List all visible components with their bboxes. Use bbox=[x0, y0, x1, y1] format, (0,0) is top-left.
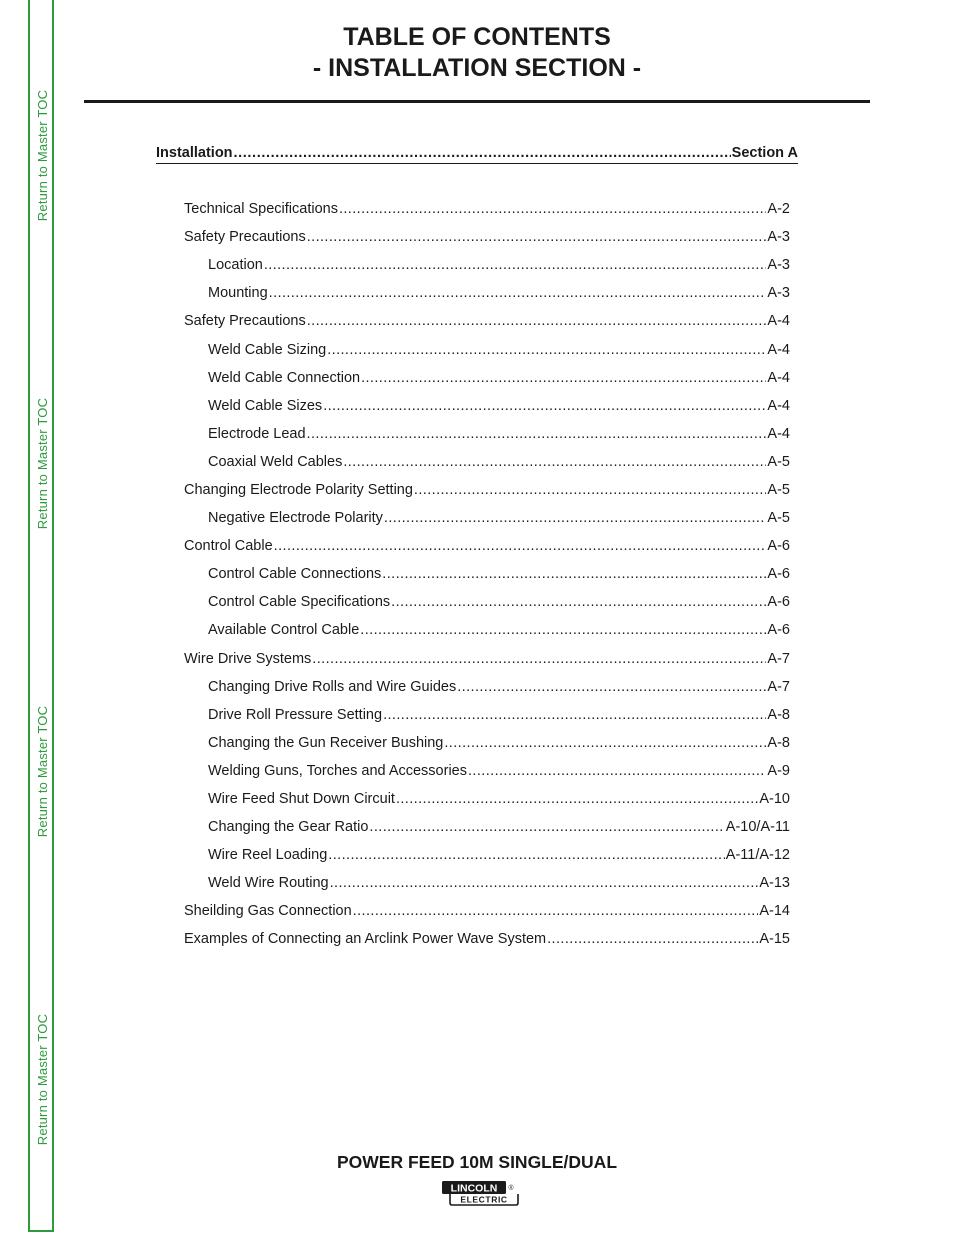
toc-entry-page: A-6 bbox=[767, 566, 790, 583]
dot-leader bbox=[343, 454, 766, 470]
toc-entry[interactable] bbox=[184, 560, 790, 588]
lincoln-electric-logo bbox=[440, 1179, 520, 1207]
toc-entry-page: A-14 bbox=[759, 903, 790, 920]
toc-entry-label: Control Cable bbox=[184, 538, 273, 555]
toc-entry[interactable] bbox=[184, 588, 790, 616]
toc-entry-label: Weld Wire Routing bbox=[208, 875, 329, 892]
toc-entry[interactable] bbox=[184, 645, 790, 673]
toc-entry-page: A-11/A-12 bbox=[725, 847, 790, 864]
toc-entry[interactable] bbox=[184, 279, 790, 307]
toc-entry-page: A-5 bbox=[767, 453, 790, 470]
toc-entry-label: Coaxial Weld Cables bbox=[208, 453, 343, 470]
toc-entry-page: A-8 bbox=[767, 734, 790, 751]
toc-entry-page: A-3 bbox=[767, 229, 790, 246]
toc-entry[interactable] bbox=[184, 392, 790, 420]
toc-entry[interactable] bbox=[184, 251, 790, 279]
dot-leader bbox=[396, 791, 758, 807]
dot-leader bbox=[360, 622, 766, 638]
dot-leader bbox=[323, 398, 766, 414]
toc-entry-page: A-6 bbox=[767, 594, 790, 611]
dot-leader bbox=[327, 342, 766, 358]
dot-leader bbox=[414, 482, 767, 498]
toc-entry-page: A-9 bbox=[767, 762, 790, 779]
toc-entry-label: Wire Drive Systems bbox=[184, 650, 312, 667]
toc-entry-page: A-4 bbox=[767, 313, 790, 330]
toc-list bbox=[184, 195, 790, 954]
toc-entry-page: A-8 bbox=[767, 706, 790, 723]
toc-entry-page: A-3 bbox=[767, 257, 790, 274]
toc-entry-page: A-3 bbox=[767, 285, 790, 302]
dot-leader bbox=[547, 931, 758, 947]
toc-entry-label: Wire Feed Shut Down Circuit bbox=[208, 791, 395, 808]
dot-leader bbox=[361, 370, 766, 386]
title-line-1: TABLE OF CONTENTS bbox=[343, 23, 611, 51]
toc-entry-label: Control Cable Connections bbox=[208, 566, 382, 583]
toc-entry-page: A-10 bbox=[759, 791, 790, 808]
toc-entry-page: A-5 bbox=[767, 510, 790, 527]
toc-entry-label: Examples of Connecting an Arclink Power Wave System bbox=[184, 931, 547, 948]
return-to-master-toc-link[interactable] bbox=[30, 383, 56, 543]
dot-leader bbox=[307, 313, 767, 329]
toc-entry[interactable] bbox=[184, 307, 790, 335]
dot-leader bbox=[384, 510, 767, 526]
title-divider bbox=[84, 100, 870, 103]
return-to-master-toc-link[interactable] bbox=[30, 691, 56, 851]
toc-entry[interactable] bbox=[184, 616, 790, 644]
toc-entry-label: Changing Electrode Polarity Setting bbox=[184, 481, 413, 498]
toc-entry-label: Safety Precautions bbox=[184, 229, 306, 246]
toc-entry-label: Weld Cable Sizes bbox=[208, 397, 323, 414]
return-to-master-toc-label: Return to Master TOC bbox=[35, 1013, 51, 1145]
dot-leader bbox=[468, 763, 766, 779]
toc-entry-page: A-6 bbox=[767, 622, 790, 639]
toc-entry[interactable] bbox=[184, 448, 790, 476]
toc-entry[interactable] bbox=[184, 729, 790, 757]
toc-entry-page: A-4 bbox=[767, 425, 790, 442]
toc-entry[interactable] bbox=[184, 504, 790, 532]
return-to-master-toc-link[interactable] bbox=[30, 999, 56, 1159]
toc-entry[interactable] bbox=[184, 813, 790, 841]
toc-entry-label: Welding Guns, Torches and Accessories bbox=[208, 762, 467, 779]
toc-entry[interactable] bbox=[184, 420, 790, 448]
toc-entry[interactable] bbox=[184, 223, 790, 251]
dot-leader bbox=[457, 679, 766, 695]
dot-leader bbox=[274, 538, 767, 554]
toc-entry-page: A-6 bbox=[767, 538, 790, 555]
return-to-master-toc-label: Return to Master TOC bbox=[35, 705, 51, 837]
toc-entry[interactable] bbox=[184, 757, 790, 785]
toc-entry[interactable] bbox=[184, 195, 790, 223]
dot-leader bbox=[234, 144, 731, 162]
dot-leader bbox=[269, 285, 767, 301]
dot-leader bbox=[382, 566, 766, 582]
return-to-master-toc-link[interactable] bbox=[30, 75, 56, 235]
toc-entry[interactable] bbox=[184, 841, 790, 869]
toc-entry-label: Changing Drive Rolls and Wire Guides bbox=[208, 678, 457, 695]
svg-text:LINCOLN: LINCOLN bbox=[450, 1182, 498, 1195]
toc-entry[interactable] bbox=[184, 869, 790, 897]
dot-leader bbox=[312, 651, 766, 667]
dot-leader bbox=[264, 257, 767, 273]
toc-entry-label: Drive Roll Pressure Setting bbox=[208, 706, 383, 723]
toc-entry-label: Location bbox=[208, 257, 263, 274]
toc-entry-page: A-10/A-11 bbox=[725, 819, 790, 836]
dot-leader bbox=[328, 847, 724, 863]
dot-leader bbox=[369, 819, 724, 835]
dot-leader bbox=[330, 875, 759, 891]
toc-entry-page: A-15 bbox=[759, 931, 790, 948]
toc-entry-label: Weld Cable Sizing bbox=[208, 341, 327, 358]
dot-leader bbox=[339, 201, 766, 217]
return-to-master-toc-label: Return to Master TOC bbox=[35, 89, 51, 221]
title-line-2: - INSTALLATION SECTION - bbox=[312, 54, 642, 82]
toc-entry-label: Electrode Lead bbox=[208, 425, 306, 442]
dot-leader bbox=[307, 426, 767, 442]
toc-entry-label: Mounting bbox=[208, 285, 268, 302]
toc-entry-page: A-5 bbox=[767, 481, 790, 498]
svg-text:®: ® bbox=[508, 1185, 514, 1192]
toc-entry[interactable] bbox=[184, 476, 790, 504]
toc-entry-page: A-2 bbox=[767, 201, 790, 218]
toc-entry[interactable] bbox=[184, 532, 790, 560]
toc-entry-page: A-7 bbox=[767, 678, 790, 695]
toc-entry[interactable] bbox=[184, 897, 790, 925]
section-heading-label: Installation bbox=[156, 145, 233, 161]
toc-entry-page: A-4 bbox=[767, 369, 790, 386]
toc-entry-label: Wire Reel Loading bbox=[208, 847, 328, 864]
section-heading-row[interactable] bbox=[156, 144, 798, 164]
toc-entry[interactable] bbox=[184, 364, 790, 392]
svg-text:ELECTRIC: ELECTRIC bbox=[460, 1194, 508, 1205]
toc-entry[interactable] bbox=[184, 925, 790, 953]
toc-entry-page: A-4 bbox=[767, 341, 790, 358]
page-title bbox=[84, 22, 870, 84]
dot-leader bbox=[383, 707, 766, 723]
sidebar-nav bbox=[28, 0, 54, 1232]
toc-entry-label: Sheilding Gas Connection bbox=[184, 903, 352, 920]
toc-entry-page: A-7 bbox=[767, 650, 790, 667]
toc-entry-page: A-13 bbox=[759, 875, 790, 892]
toc-entry-label: Available Control Cable bbox=[208, 622, 360, 639]
product-title: POWER FEED 10M SINGLE/DUAL bbox=[336, 1152, 618, 1172]
dot-leader bbox=[307, 229, 767, 245]
toc-entry-label: Negative Electrode Polarity bbox=[208, 510, 383, 527]
dot-leader bbox=[353, 903, 759, 919]
toc-entry-label: Technical Specifications bbox=[184, 201, 338, 218]
toc-entry[interactable] bbox=[184, 673, 790, 701]
toc-entry[interactable] bbox=[184, 785, 790, 813]
toc-entry[interactable] bbox=[184, 701, 790, 729]
dot-leader bbox=[391, 594, 766, 610]
toc-entry-label: Changing the Gear Ratio bbox=[208, 819, 369, 836]
return-to-master-toc-label: Return to Master TOC bbox=[35, 397, 51, 529]
toc-entry-label: Changing the Gun Receiver Bushing bbox=[208, 734, 444, 751]
dot-leader bbox=[444, 735, 766, 751]
toc-entry-page: A-4 bbox=[767, 397, 790, 414]
toc-entry-label: Safety Precautions bbox=[184, 313, 306, 330]
toc-entry-label: Weld Cable Connection bbox=[208, 369, 361, 386]
toc-entry[interactable] bbox=[184, 335, 790, 363]
toc-entry-label: Control Cable Specifications bbox=[208, 594, 391, 611]
section-heading-page: Section A bbox=[731, 145, 798, 161]
